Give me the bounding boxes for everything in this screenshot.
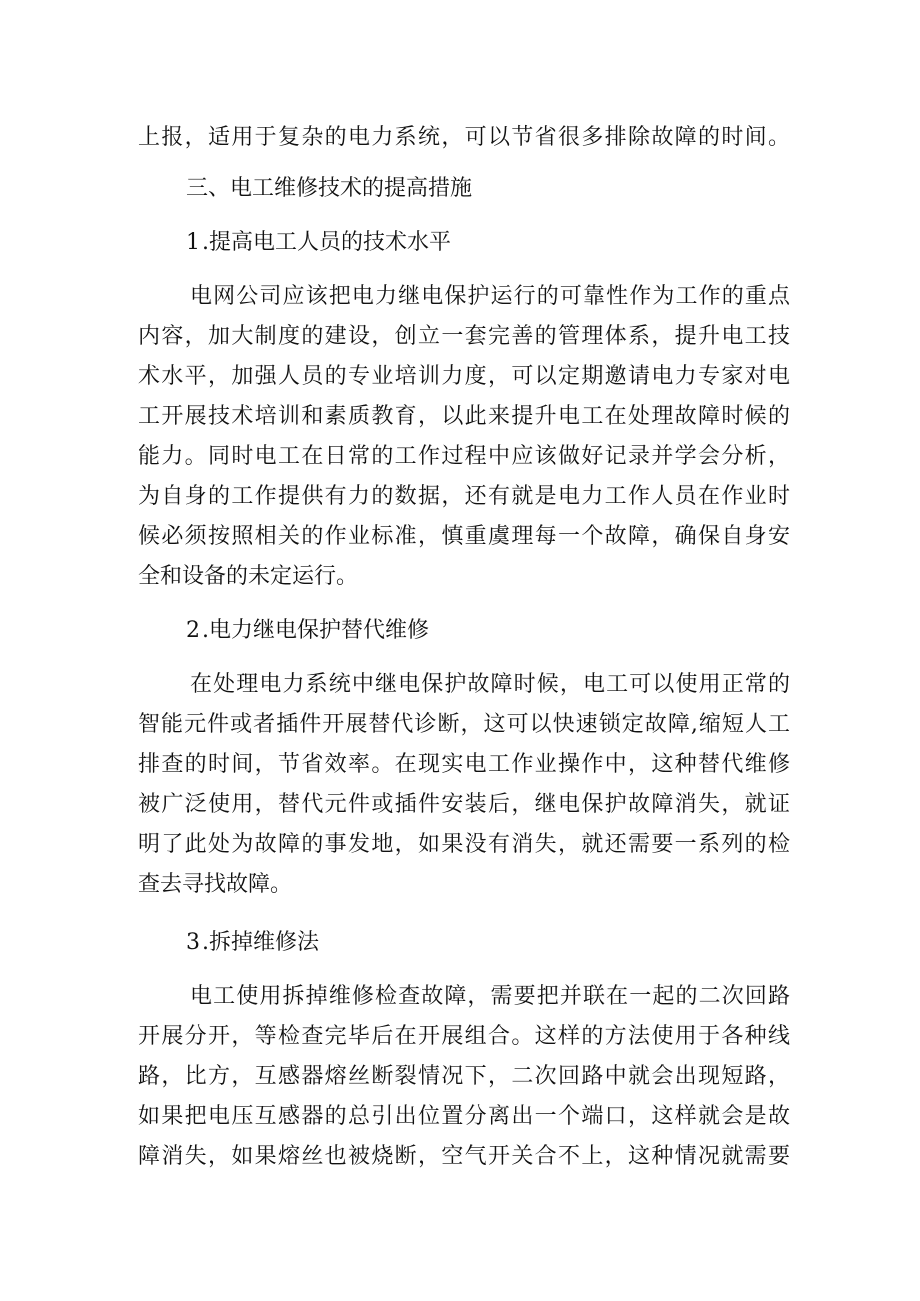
paragraph-2-line: 明了此处为故障的事发地，如果没有消失，就还需要一系列的检 (138, 832, 790, 857)
paragraph-3-line: 电工使用拆掉维修检查故障，需要把并联在一起的二次回路 (190, 984, 790, 1009)
subsection-1-title: .提高电工人员的技术水平 (202, 230, 451, 255)
paragraph-1-line: 候必须按照相关的作业标准，慎重虞理每一个故障，确保自身安 (138, 524, 790, 549)
paragraph-1-line: 内容，加大制度的建设，创立一套完善的管理体系，提升电工技 (138, 324, 790, 349)
paragraph-1-line: 能力。同时电工在日常的工作过程中应该做好记录并学会分析， (138, 444, 790, 469)
paragraph-2-line: 智能元件或者插件开展替代诊断，这可以快速锁定故障,缩短人工 (138, 712, 790, 737)
paragraph-3-line: 开展分开，等检查完毕后在开展组合。这样的方法使用于各种线 (138, 1024, 790, 1049)
paragraph-1-line: 术水平，加强人员的专业培训力度，可以定期邀请电力专家对电 (138, 364, 790, 389)
paragraph-2-line: 被广泛使用，替代元件或插件安装后，继电保护故障消失，就证 (138, 792, 790, 817)
subsection-2-title: .电力继电保护替代维修 (202, 618, 429, 643)
paragraph-1-line: 电网公司应该把电力继电保护运行的可靠性作为工作的重点 (190, 284, 790, 309)
paragraph-2-line: 在处理电力系统中继电保护故障时候，电工可以使用正常的 (190, 672, 790, 697)
paragraph-1-line: 全和设备的未定运行。 (138, 564, 359, 589)
subsection-1-heading (186, 229, 451, 257)
paragraph-3-line: 障消失，如果熔丝也被烧断，空气开关合不上，这种情况就需要 (138, 1144, 790, 1169)
continuation-text: 上报，适用于复杂的电力系统，可以节省很多排除故障的时间。 (138, 125, 790, 150)
paragraph-3-line: 路，比方，互感器熔丝断裂情况下，二次回路中就会出现短路， (138, 1064, 790, 1089)
subsection-2-number: 2 (186, 618, 200, 643)
paragraph-2-line: 排查的时间，节省效率。在现实电工作业操作中，这种替代维修 (138, 752, 790, 777)
subsection-1-number: 1 (186, 230, 200, 255)
subsection-3-heading (186, 929, 319, 957)
subsection-3-number: 3 (186, 930, 200, 955)
subsection-3-title: .拆掉维修法 (202, 930, 319, 955)
paragraph-3-line: 如果把电压互感器的总引出位置分离出一个端口，这样就会是故 (138, 1104, 790, 1129)
subsection-2-heading (186, 617, 429, 645)
section-heading: 三、电工维修技术的提高措施 (186, 176, 473, 201)
paragraph-2-line: 查去寻找故障。 (138, 872, 293, 897)
paragraph-1-line: 工开展技术培训和素质教育，以此来提升电工在处理故障时候的 (138, 404, 790, 429)
paragraph-1-line: 为自身的工作提供有力的数据，还有就是电力工作人员在作业时 (138, 484, 790, 509)
